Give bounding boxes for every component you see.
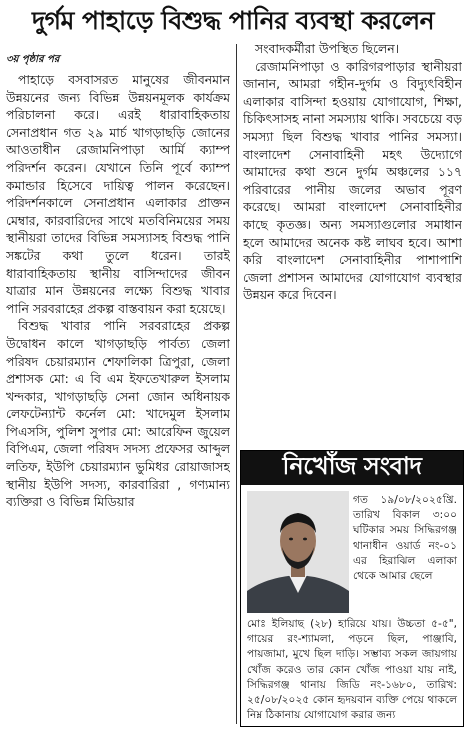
notice-text: মোঃ ইলিয়াছ (২৮) হারিয়ে যায়। উচ্চতা ৫-৫", গায়ের রং-শ্যামলা, পড়নে ছিল, পাঞ্জাবি, পায়জামা, মুখে ছিল দাড়ি। সম্ভাব্য সকল জায়গায় খোঁজ করেও তার কোন খোঁজ পাওয়া যায় নাই, সিদ্ধিরগঞ্জ থানায় জিডি নং-১৬৮০, তারিখ: ২৫/০৮/২০২৫ কোন হৃদয়বান ব্যক্তি পেয়ে থাকলে নিম্ন ঠিকানায় যোগাযোগ করার জন্য <box>247 618 457 722</box>
missing-person-photo <box>247 491 349 613</box>
article-paragraph: সংবাদকর্মীরা উপস্থিত ছিলেন। <box>255 41 400 56</box>
article-paragraph: পাহাড়ে বসবাসরত মানুষের জীবনমান উন্নয়নের জন্য বিভিন্ন উন্নয়নমূলক কার্যক্রম পরিচালনা করে। এরই ধারাবাহিকতায় সেনাপ্রধান গত ২৯ মার্চ খাগড়াছড়ি জোনের আওতাধীন রেজামনিপাড়া আর্মি ক্যাম্প পরিদর্শন করেন। যেখানে তিনি পূর্বে ক্যাম্প কমান্ডার হিসেবে দায়িত্ব পালন করেছেন। পরিদর্শনকালে সেনাপ্রধান এলাকার প্রাক্তন মেম্বার, কারবারিদের সাথে মতবিনিময়ের সময় স্থানীয়রা তাদের বিভিন্ন সমস্যাসহ বিশুদ্ধ পানি সঙ্কটের কথা তুলে ধরেন। তারই ধারাবাহিকতায় স্থানীয় বাসিন্দাদের জীবন যাত্রার মান উন্নয়নের লক্ষ্যে বিশুদ্ধ খাবার পানি সরবরাহের প্রকল্প বাস্তবায়ন করা হয়েছে। <box>6 72 230 316</box>
article-left-column <box>6 52 230 725</box>
continued-from-label: ৩য় পৃষ্ঠার পর <box>6 54 60 65</box>
notice-title: নিখোঁজ সংবাদ <box>241 451 463 485</box>
article-paragraph: রেজামনিপাড়া ও কারিগরপাড়ার স্থানীয়রা জানান, আমরা গহীন-দুর্গম ও বিদ্যুৎবিহীন এলাকার বাসিন্দা হওয়ায় যোগাযোগ, শিক্ষা, চিকিৎসাসহ নানা সমস্যায় থাকি। সবচেয়ে বড় সমস্যা ছিল বিশুদ্ধ খাবার পানির সমস্যা। বাংলাদেশ সেনাবাহিনী মহৎ উদ্যোগে আমাদের কথা শুনে দুর্গম অঞ্চলের ১১৭ পরিবারের পানীয় জলের অভাব পূরণ করেছে। আমরা বাংলাদেশ সেনাবাহিনীর কাছে কৃতজ্ঞ। অন্য সমস্যাগুলোর সমাধান হলে আমাদের অনেক কষ্ট লাঘব হবে। আশা করি বাংলাদেশ সেনাবাহিনীর পাশাপাশি জেলা প্রশাসন আমাদের যোগাযোগ ব্যবস্থার উন্নয়ন করে দিবেন। <box>243 58 462 303</box>
column-divider <box>236 44 237 724</box>
article-right-column <box>243 40 462 460</box>
notice-text: গত ১৯/০৮/২০২৫খ্রি. তারিখ বিকাল ৩:০০ ঘটিকার সময় সিদ্ধিরগঞ্জ থানাধীন ওয়ার্ড নং-০১ এর হিরাঝিল এলাকা থেকে আমার ছেলে <box>353 494 457 583</box>
article-paragraph: বিশুদ্ধ খাবার পানি সরবরাহের প্রকল্প উদ্বোধন কালে খাগড়াছড়ি পার্বত্য জেলা পরিষদ চেয়ারম্যান শেফালিকা ত্রিপুরা, জেলা প্রশাসক মো: এ বি এম ইফতেখারুল ইসলাম খন্দকার, খাগড়াছড়ি সেনা জোন অধিনায়ক লেফটেন্যান্ট কর্নেল মো: খাদেমুল ইসলাম পিএসসি, পুলিশ সুপার মো: আরেফিন জুয়েল বিপিএম, জেলা পরিষদ সদস্য প্রফেসর আব্দুল লতিফ, ইউপি চেয়ারম্যান ভুমিধর রোয়াজাসহ স্থানীয় ইউপি সদস্য, কারবারিরা , গণ্যমান্য ব্যক্তিরা ও বিভিন্ন মিডিয়ার <box>6 318 230 510</box>
article-headline: দুর্গম পাহাড়ে বিশুদ্ধ পানির ব্যবস্থা করলেন <box>31 5 435 35</box>
missing-person-notice <box>240 450 464 727</box>
